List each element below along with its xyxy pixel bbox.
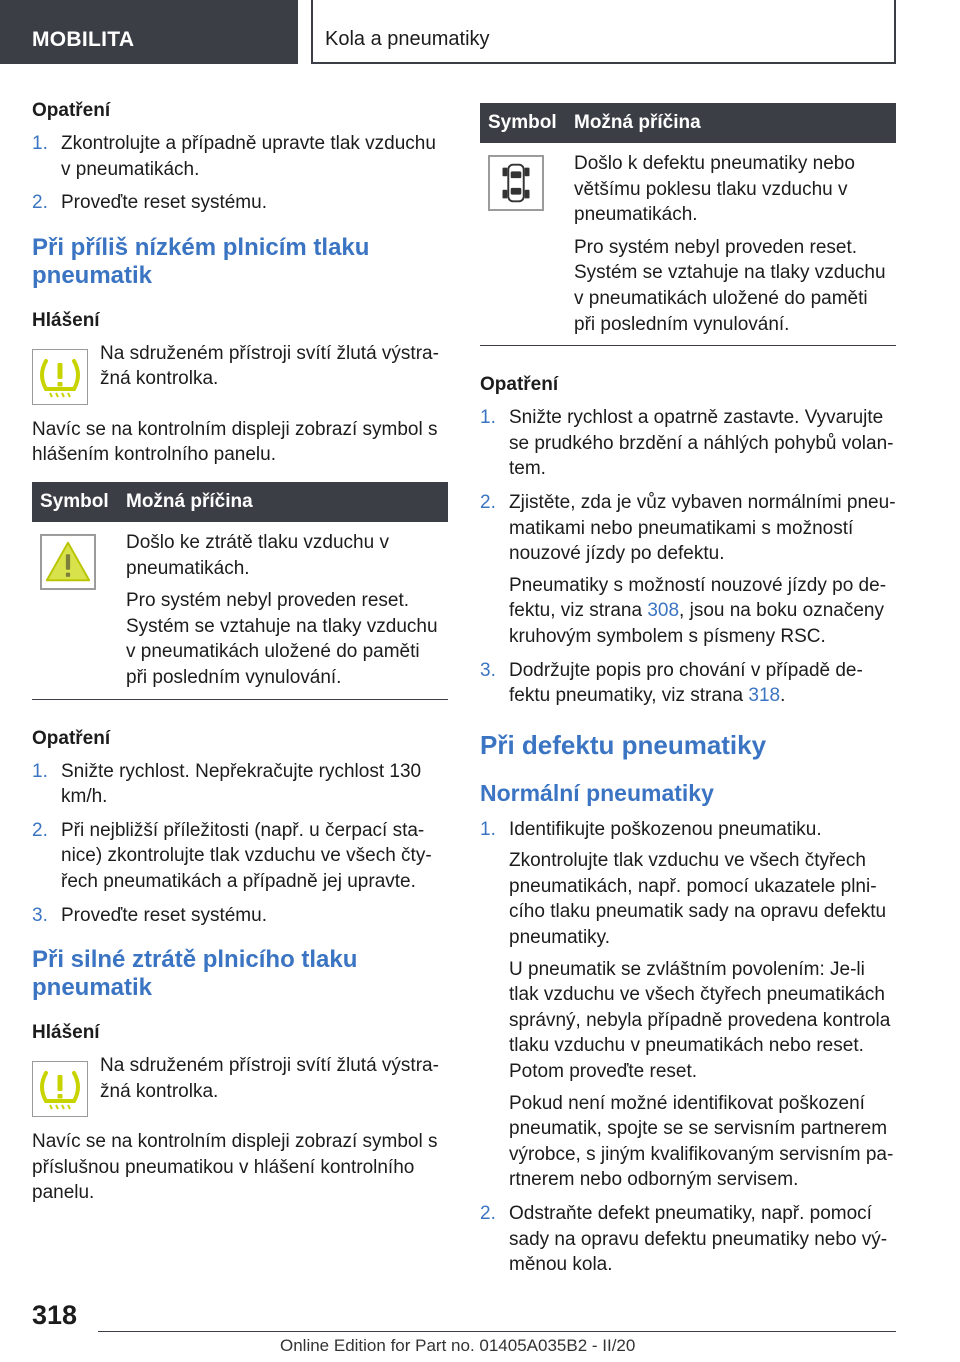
list-item	[32, 903, 448, 929]
message-description: Navíc se na kontrolním displeji zobrazí symbol s příslušnou pneumatikou v hlášení kontrolního panelu.	[32, 1131, 438, 1204]
tire-pressure-warning-icon	[32, 349, 88, 405]
cause-note: Pro systém nebyl proveden reset. Systém se vztahuje na tlaky vzduchu v pneumatikách uložené do paměti při posledním vynulování.	[574, 236, 886, 335]
list-item	[32, 759, 448, 810]
symbol-table	[32, 482, 448, 700]
message-text: Na sdruženém přístroji svítí žlutá výstražná kontrolka.	[100, 342, 439, 390]
step-text: Odstraňte defekt pneumatiky, např. pomocí sady na opravu defektu pneumatiky nebo výměnou kola.	[509, 1203, 888, 1276]
message-row	[32, 341, 448, 405]
list-item	[480, 490, 896, 650]
step-number: 3.	[32, 904, 48, 926]
warning-triangle-icon	[40, 534, 96, 590]
symbol-table	[480, 103, 896, 346]
step-note: Pokud není možné identifikovat poškození pneumatik, spojte se se servisním partnerem výrobce, s jiným kvalifikovaným servisním partnerem nebo odborným servisem.	[509, 1092, 894, 1191]
list-item	[480, 658, 896, 709]
tire-pressure-warning-icon	[32, 1061, 88, 1117]
list-item	[480, 817, 896, 1193]
normal-tires-list	[480, 817, 896, 1278]
list-item	[32, 131, 448, 182]
table-row	[32, 522, 448, 699]
footer-divider	[98, 1331, 896, 1332]
car-tire-defect-icon	[488, 155, 544, 211]
step-note: Zkontrolujte tlak vzduchu ve všech čtyřech pneumatikách, např. pomocí ukazatele plnicího tlaku pneumatik sady na opravu defektu pneumatiky.	[509, 850, 887, 949]
low-pressure-heading: Při příliš nízkém plnicím tlaku pneumatik	[32, 233, 370, 289]
step-text: Snižte rychlost. Nepřekračujte rychlost 130 km/h.	[61, 760, 422, 808]
list-item	[480, 1201, 896, 1278]
col-cause: Možná příčina	[118, 482, 448, 522]
list-item	[480, 405, 896, 482]
measures-label: Opatření	[32, 727, 111, 749]
cause-text: Došlo k defektu pneumatiky nebo většímu poklesu tlaku vzduchu v pneumatikách.	[574, 153, 855, 226]
section-title: MOBILITA	[32, 28, 135, 51]
step-number: 1.	[480, 407, 496, 429]
step-number: 1.	[480, 818, 496, 840]
message-text: Na sdruženém přístroji svítí žlutá výstražná kontrolka.	[100, 1055, 439, 1102]
measures-list	[32, 131, 448, 216]
left-column	[32, 100, 448, 1220]
page-header	[0, 0, 960, 66]
message-label: Hlášení	[32, 309, 100, 331]
cause-text: Došlo ke ztrátě tlaku vzduchu v pneumatikách.	[126, 531, 389, 579]
measures-label: Opatření	[480, 374, 559, 396]
step-text: Proveďte reset systému.	[61, 192, 267, 214]
page-link-308[interactable]: 308	[647, 600, 680, 622]
step-number: 1.	[32, 133, 48, 154]
chapter-tab	[311, 0, 896, 64]
right-column	[480, 103, 896, 1286]
step-number: 2.	[480, 1203, 496, 1224]
message-row	[32, 1053, 448, 1117]
step-text: Snižte rychlost a opatrně zastavte. Vyvarujte se prudkého brzdění a náhlých pohybů volantem.	[509, 407, 894, 480]
col-symbol: Symbol	[480, 103, 566, 143]
step-number: 3.	[480, 659, 496, 681]
step-note: U pneumatik se zvláštním povolením: Je-li tlak vzduchu ve všech čtyřech pneumatikách správný, nebyla případně provedena kontrola tlaku vzduchu v pneumatikách nebo reset. Potom proveďte reset.	[509, 958, 891, 1083]
step-number: 2.	[32, 192, 48, 214]
message-label: Hlášení	[32, 1022, 100, 1044]
col-symbol: Symbol	[32, 482, 118, 522]
step-number: 1.	[32, 760, 48, 782]
measures-label: Opatření	[32, 100, 111, 121]
step-text: Identifikujte poškozenou pneumatiku.	[509, 818, 822, 840]
measures-list	[32, 759, 448, 929]
step-number: 2.	[32, 819, 48, 841]
cause-note: Pro systém nebyl proveden reset. Systém se vztahuje na tlaky vzduchu v pneumatikách uložené do paměti při posledním vynulování.	[126, 590, 438, 688]
list-item	[32, 190, 448, 216]
list-item	[32, 818, 448, 895]
step-text: Zjistěte, zda je vůz vybaven normálními pneumatikami nebo pneumatikami s možností nouzové jízdy po defektu.	[509, 491, 896, 565]
step-text: Dodržujte popis pro chování v případě defektu pneumatiky, viz strana 318.	[509, 659, 863, 707]
step-note: Pneumatiky s možností nouzové jízdy po defektu, viz strana 308, jsou na boku označeny kruhovým symbolem s písmeny RSC.	[509, 574, 887, 647]
strong-loss-heading: Při silné ztrátě plnicího tlaku pneumatik	[32, 946, 358, 1002]
chapter-title: Kola a pneumatiky	[325, 28, 490, 50]
page-link-318[interactable]: 318	[748, 685, 781, 707]
step-number: 2.	[480, 491, 496, 513]
normal-tires-heading: Normální pneumatiky	[480, 779, 714, 806]
step-text: Při nejbližší příležitosti (např. u čerpací stanice) zkontrolujte tlak vzduchu ve všech čtyřech pneumatikách a případně jej upravte.	[61, 819, 432, 892]
step-text: Zkontrolujte a případně upravte tlak vzduchu v pneumatikách.	[61, 133, 436, 180]
defect-heading: Při defektu pneumatiky	[480, 729, 767, 760]
edition-note: Online Edition for Part no. 01405A035B2 - II/20	[280, 1336, 636, 1355]
page-number: 318	[32, 1300, 78, 1330]
section-tab	[0, 0, 298, 64]
col-cause: Možná příčina	[566, 103, 896, 143]
table-row	[480, 143, 896, 346]
step-text: Proveďte reset systému.	[61, 904, 267, 926]
message-description: Navíc se na kontrolním displeji zobrazí symbol s hlášením kontrolního panelu.	[32, 418, 438, 466]
measures-list	[480, 405, 896, 709]
